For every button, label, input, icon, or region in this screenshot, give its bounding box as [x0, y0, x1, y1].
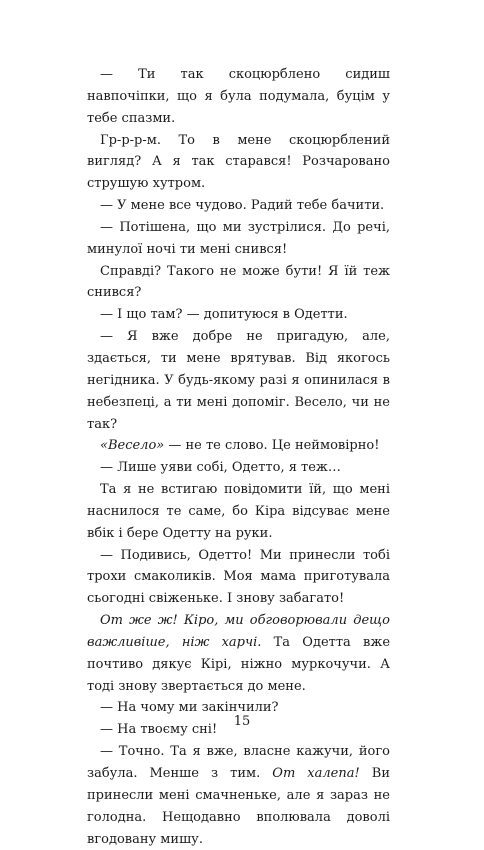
- paragraph-8: «Весело» — не те слово. Це неймовірно!: [100, 438, 380, 454]
- body-text: [87, 64, 390, 850]
- paragraph-7: — Я вже добре не пригадую, але, здається, ти мене врятував. Від якогось негідника. У будь-якому разі я опинилася в небезпеці, а ти мені допоміг. Весело, чи не так?: [87, 329, 390, 432]
- paragraph-5: Справді? Такого не може бути! Я їй теж снився?: [87, 263, 390, 301]
- italic-word: «Весело»: [100, 438, 165, 454]
- paragraph-14: — На твоєму сні!: [100, 722, 218, 738]
- paragraph-9: — Лише уяви собі, Одетто, я теж…: [100, 460, 341, 476]
- paragraph-1: — Ти так скоцюрблено сидиш навпочіпки, що я була подумала, буцім у тебе спазми.: [87, 67, 390, 126]
- paragraph-13: — На чому ми закінчили?: [100, 700, 279, 716]
- paragraph-2: Гр-р-р-м. То в мене скоцюрблений вигляд? А я так старався! Розчаровано струшую хутром.: [87, 132, 390, 192]
- paragraph-6: — І що там? — допитуюся в Одетти.: [100, 307, 348, 323]
- page-number: 15: [233, 714, 251, 729]
- paragraph-4: — Потішена, що ми зустрілися. До речі, минулої ночі ти мені снився!: [87, 219, 390, 257]
- paragraph-15: — Точно. Та я вже, власне кажучи, його забула. Менше з тим. От халепа! Ви принесли мені смачненьке, але я зараз не голодна. Нещодавно вполювала доволі вгодовану мишу.: [87, 744, 390, 847]
- paragraph-11: — Подивись, Одетто! Ми принесли тобі трохи смаколиків. Моя мама приготувала сьогодні свіженьке. І знову забагато!: [87, 547, 390, 607]
- italic-exclamation: От халепа!: [272, 766, 360, 781]
- paragraph-12: От же ж! Кіро, ми обговорювали дещо важливіше, ніж харчі. Та Одетта вже почтиво дякує Кірі, ніжно муркочучи. А тоді знову звертається до мене.: [87, 613, 391, 694]
- italic-thought: От же ж! Кіро, ми обговорювали дещо важливіше, ніж харчі.: [87, 613, 390, 650]
- paragraph-10: Та я не встигаю повідомити їй, що мені наснилося те саме, бо Кіра відсуває мене вбік і бере Одетту на руки.: [87, 482, 390, 541]
- paragraph-3: — У мене все чудово. Радий тебе бачити.: [100, 198, 385, 214]
